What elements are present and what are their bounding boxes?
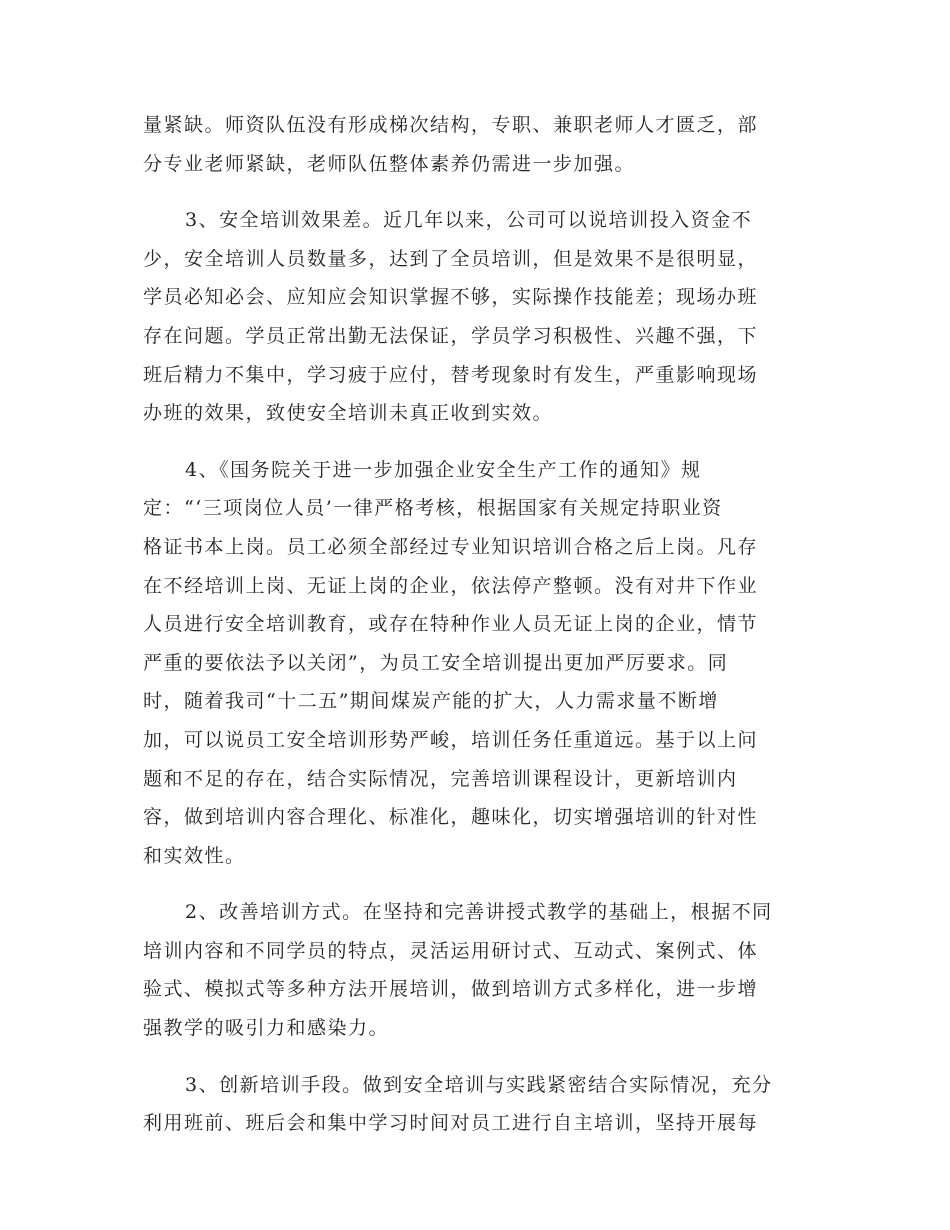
text-line: 存在问题。学员正常出勤无法保证，学员学习积极性、兴趣不强，下 [143,324,759,347]
paragraph-training-methods [143,893,808,1047]
text-line: 量紧缺。师资队伍没有形成梯次结构，专职、兼职老师人才匮乏，部 [143,114,759,136]
text-line: 2、改善培训方式。在坚持和完善讲授式教学的基础上，根据不同 [185,901,773,924]
text-line: 培训内容和不同学员的特点，灵活运用研讨式、互动式、案例式、体 [143,939,759,962]
paragraph-training-effect [143,201,808,433]
text-line: 和实效性。 [143,844,246,867]
text-line: 少，安全培训人员数量多，达到了全员培训，但是效果不是很明显， [143,247,759,270]
text-line: 题和不足的存在，结合实际情况，完善培训课程设计，更新培训内 [143,767,738,790]
text-line: 人员进行安全培训教育，或存在特种作业人员无证上岗的企业，情节 [143,613,759,636]
text-line: 办班的效果，致使安全培训未真正收到实效。 [143,402,554,425]
text-line: 学员必知必会、应知应会知识掌握不够，实际操作技能差；现场办班 [143,286,759,309]
paragraph-faculty-shortage [143,106,808,183]
document-body [143,106,808,1161]
text-line: 强教学的吸引力和感染力。 [143,1017,390,1040]
text-line: 加，可以说员工安全培训形势严峻，培训任务任重道远。基于以上问 [143,728,759,751]
text-line: 容，做到培训内容合理化、标准化，趣味化，切实增强培训的针对性 [143,806,759,829]
text-line: 分专业老师紧缺，老师队伍整体素养仍需进一步加强。 [143,152,636,175]
paragraph-state-council-notice [143,451,808,876]
text-line: 3、创新培训手段。做到安全培训与实践紧密结合实际情况，充分 [185,1073,773,1096]
text-line: 格证书本上岗。员工必须全部经过专业知识培训合格之后上岗。凡存 [143,535,759,558]
text-line: 定：“‘三项岗位人员’一律严格考核，根据国家有关规定持职业资 [143,497,723,520]
text-line: 班后精力不集中，学习疲于应付，替考现象时有发生，严重影响现场 [143,363,759,386]
text-line: 严重的要依法予以关闭”，为员工安全培训提出更加严厉要求。同 [143,651,729,674]
text-line: 4、《国务院关于进一步加强企业安全生产工作的通知》规 [185,458,702,481]
paragraph-training-means [143,1066,808,1143]
text-line: 验式、模拟式等多种方法开展培训，做到培训方式多样化，进一步增 [143,978,759,1001]
text-line: 利用班前、班后会和集中学习时间对员工进行自主培训，坚持开展每 [143,1112,759,1135]
text-line: 在不经培训上岗、无证上岗的企业，依法停产整顿。没有对井下作业 [143,574,759,597]
text-line: 时，随着我司“十二五”期间煤炭产能的扩大，人力需求量不断增 [143,690,719,713]
text-line: 3、安全培训效果差。近几年以来，公司可以说培训投入资金不 [185,209,753,232]
